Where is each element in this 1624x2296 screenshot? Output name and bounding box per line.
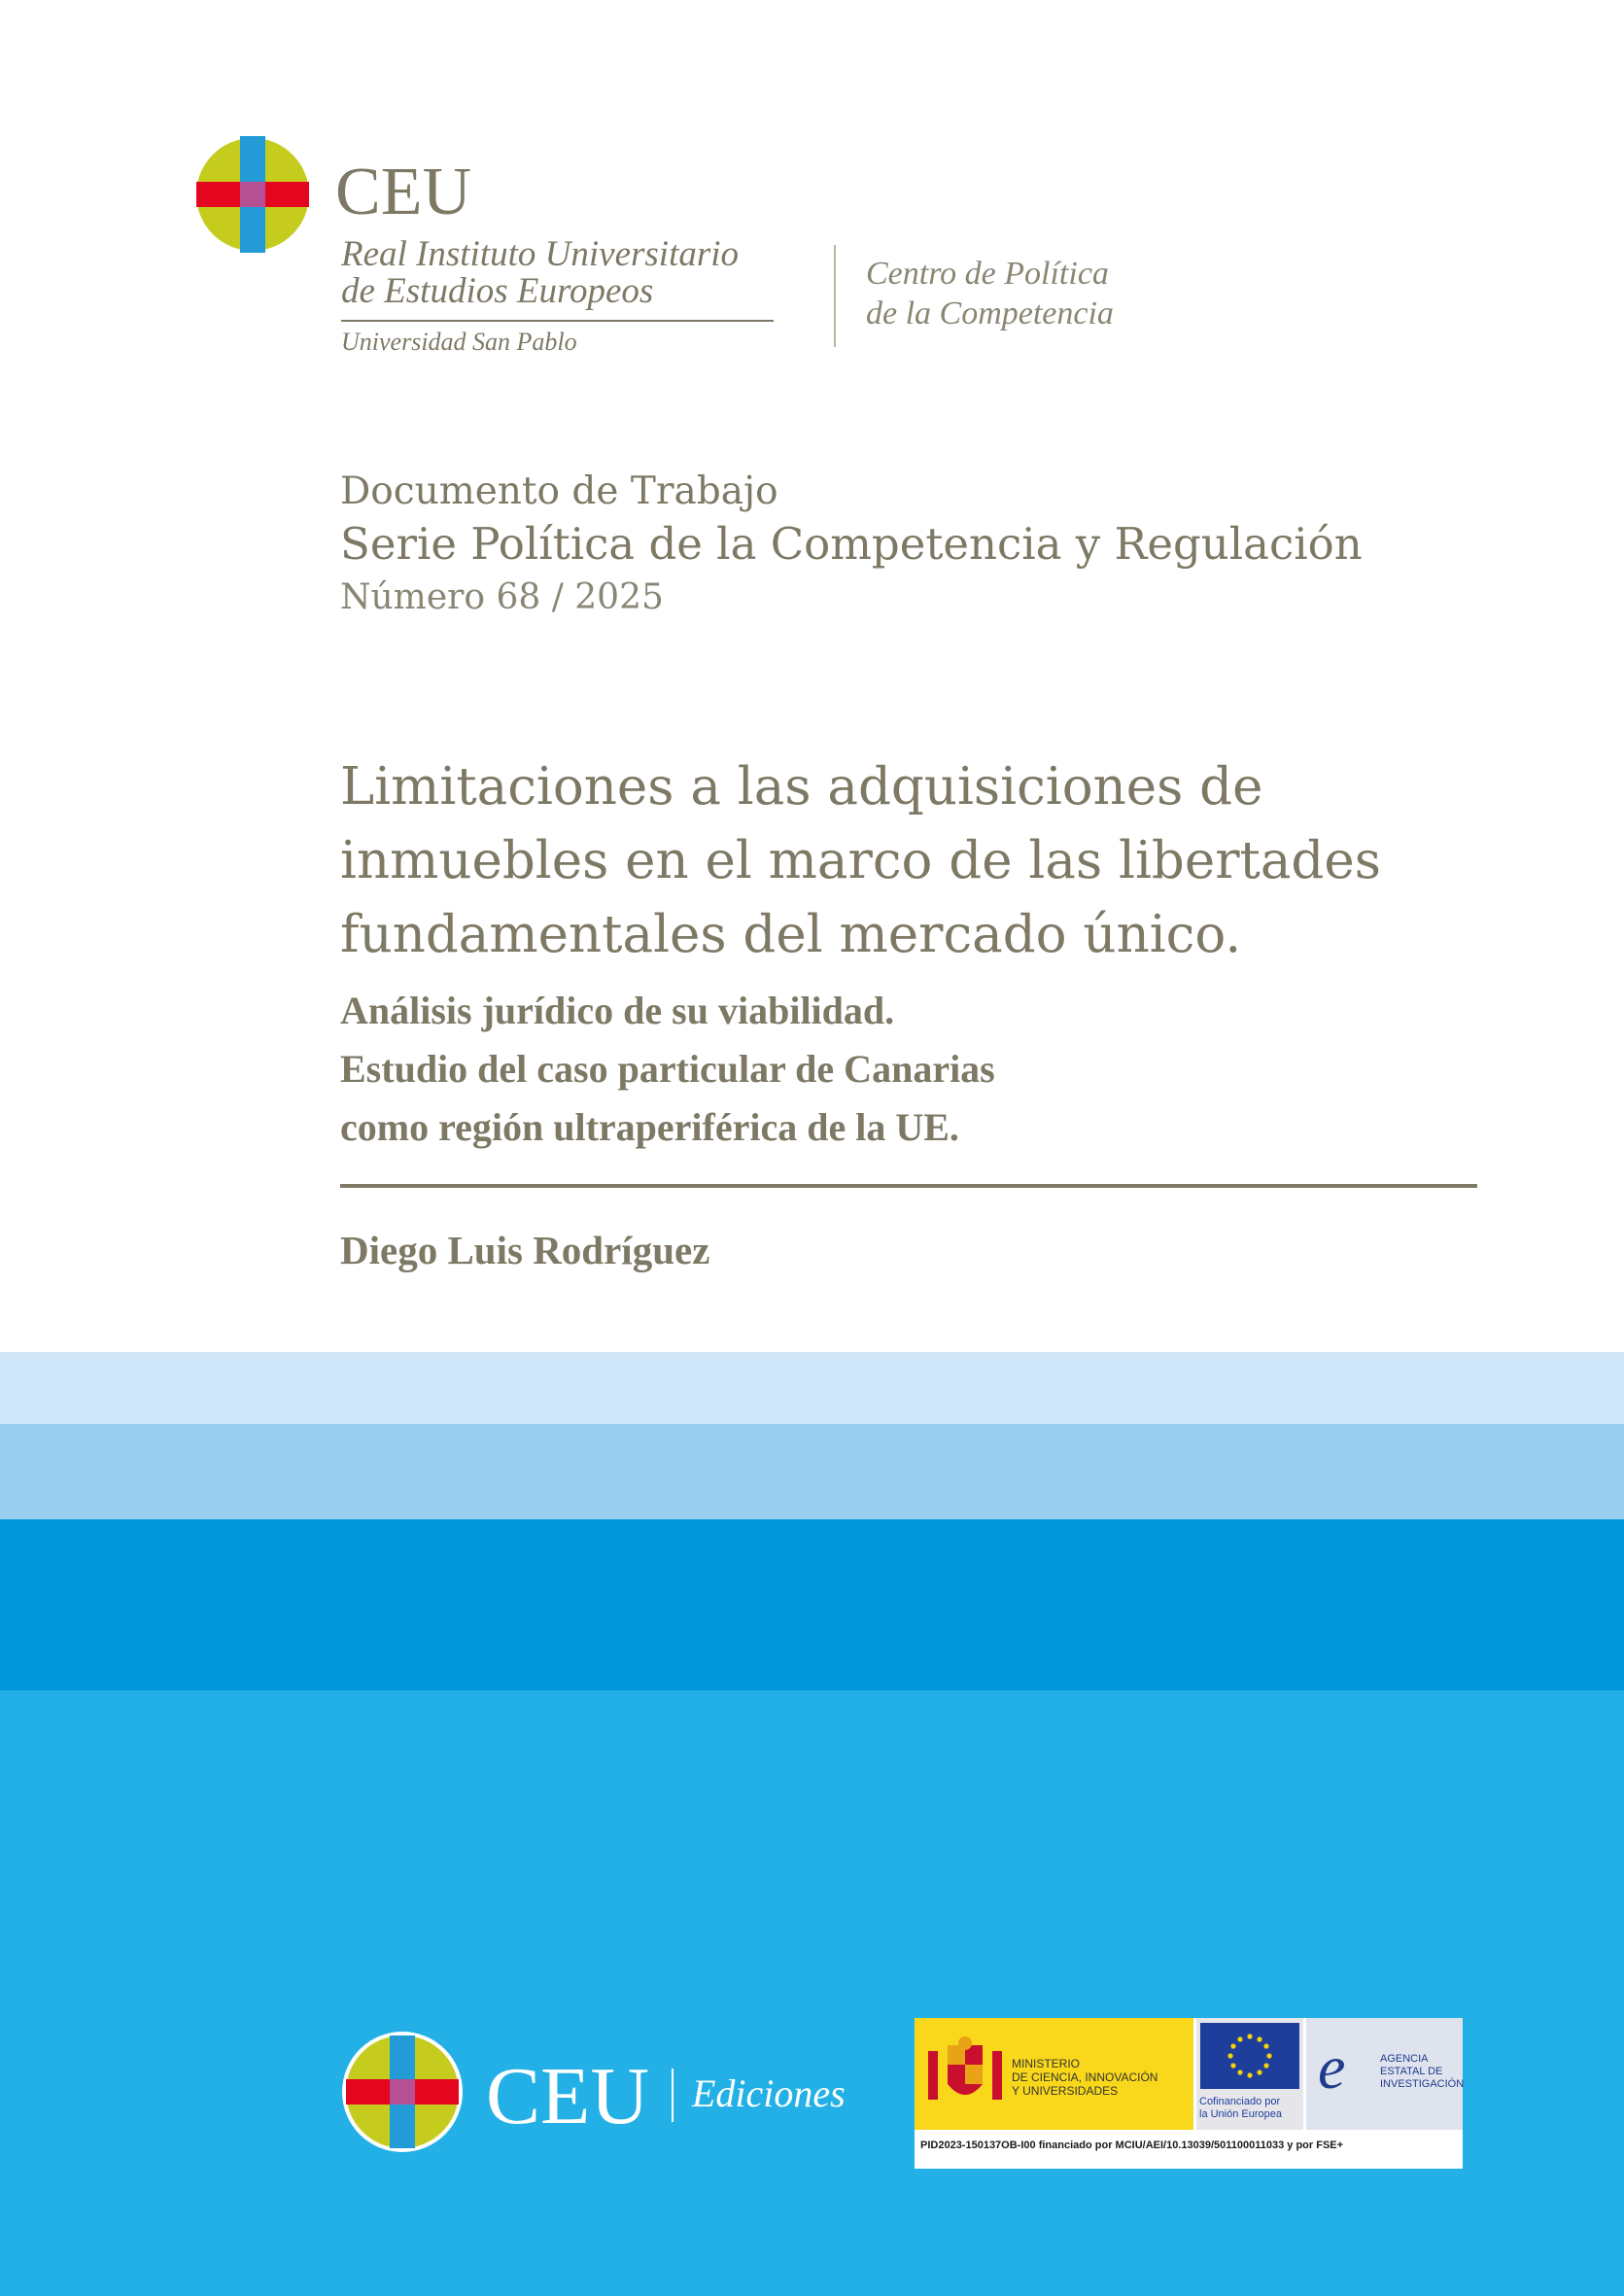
document-type: Documento de Trabajo (340, 470, 778, 513)
title-line: Limitaciones a las adquisiciones de (340, 757, 1263, 817)
main-title (340, 750, 1506, 972)
institute-line-1: Real Instituto Universitario (341, 234, 740, 274)
author-name: Diego Luis Rodríguez (340, 1228, 710, 1272)
spain-coat-of-arms-icon (928, 2035, 1002, 2113)
publisher-imprint: Ediciones (692, 2071, 846, 2115)
aei-glyph-icon: e (1318, 2033, 1346, 2102)
band-dark (0, 1519, 1624, 1690)
eu-flag-icon (1200, 2023, 1299, 2089)
subtitle-line: Análisis jurídico de su viabilidad. (340, 989, 895, 1032)
aei-line: ESTATAL DE (1380, 2066, 1443, 2077)
ceu-ediciones-cross-logo (340, 2030, 465, 2154)
ministry-line: MINISTERIO (1012, 2057, 1081, 2070)
university-name: Universidad San Pablo (341, 328, 577, 356)
aei-logo (1306, 2018, 1463, 2130)
eu-logo (1196, 2018, 1303, 2130)
ministry-line: DE CIENCIA, INNOVACIÓN (1012, 2070, 1158, 2084)
eu-line: la Unión Europea (1199, 2108, 1283, 2120)
series-name: Serie Política de la Competencia y Regulación (340, 518, 1363, 570)
subtitle (340, 982, 1506, 1157)
ministry-text (1012, 2057, 1158, 2098)
centre-name (866, 254, 1114, 333)
header-divider (834, 245, 836, 347)
publisher-divider (672, 2069, 674, 2122)
band-mid (0, 1424, 1624, 1519)
band-light (0, 1352, 1624, 1424)
aei-line: INVESTIGACIÓN (1380, 2078, 1465, 2090)
aei-text (1380, 2053, 1464, 2091)
title-line: fundamentales del mercado único. (340, 905, 1242, 964)
institute-rule (341, 320, 774, 322)
ceu-logo-word: CEU (335, 155, 471, 229)
centre-line-1: Centro de Política (866, 256, 1109, 292)
ceu-cross-logo (194, 136, 311, 253)
aei-line: AGENCIA (1380, 2053, 1429, 2065)
funding-box (915, 2018, 1463, 2169)
centre-line-2: de la Competencia (866, 296, 1114, 331)
series-number: Número 68 / 2025 (340, 577, 664, 617)
title-rule (340, 1184, 1477, 1188)
ministry-line: Y UNIVERSIDADES (1012, 2084, 1119, 2098)
eu-text (1199, 2096, 1282, 2121)
subtitle-line: Estudio del caso particular de Canarias (340, 1047, 995, 1091)
title-line: inmuebles en el marco de las libertades (340, 831, 1381, 890)
subtitle-line: como región ultraperiférica de la UE. (340, 1105, 959, 1149)
publisher-logo-word: CEU (486, 2051, 649, 2141)
institute-line-2: de Estudios Europeos (341, 271, 654, 311)
eu-line: Cofinanciado por (1199, 2096, 1281, 2107)
band-main (0, 1690, 1624, 2296)
funding-note: PID2023-150137OB-I00 financiado por MCIU/AEI/10.13039/501100011033 y por FSE+ (920, 2139, 1344, 2151)
series-block (340, 469, 1363, 622)
institute-name (341, 236, 739, 310)
ministry-logo (915, 2018, 1193, 2130)
